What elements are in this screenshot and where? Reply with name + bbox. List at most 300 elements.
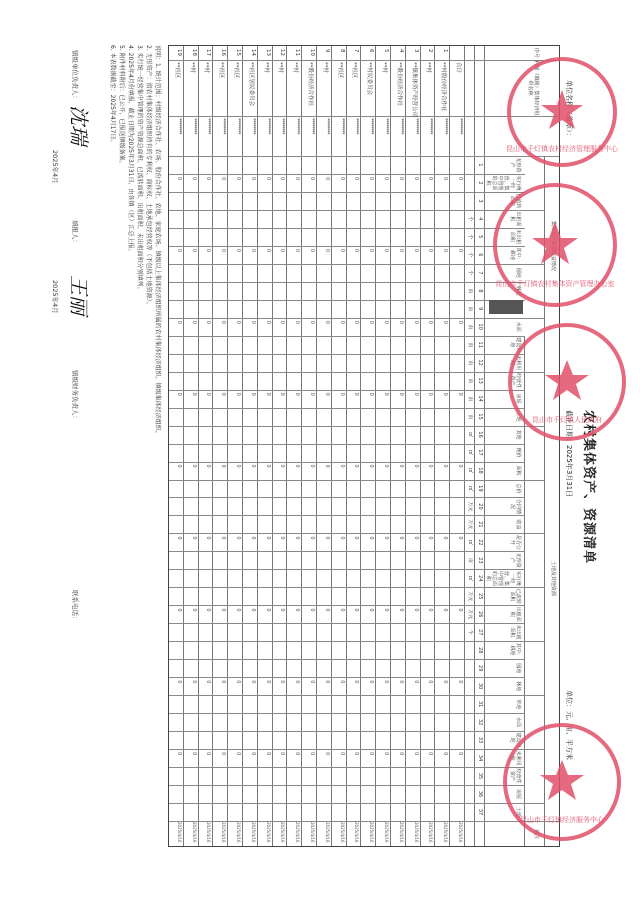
table-col-line	[169, 426, 545, 427]
header-column: 出租面积	[509, 211, 521, 227]
row-cell-value: 0	[249, 464, 256, 468]
col-number: 3	[477, 199, 483, 203]
col-number: 12	[477, 359, 483, 366]
col-number: 37	[477, 808, 483, 816]
row-seq: 3	[412, 49, 419, 53]
row-cell-value: 0	[175, 536, 182, 540]
date-label: 截止日期：2025年3月31日	[565, 410, 573, 498]
row-cell-value: 0	[353, 608, 360, 612]
row-cell-value: 0	[338, 176, 345, 181]
row-dots: ********	[249, 118, 256, 134]
row-cell-value: 0	[338, 680, 345, 684]
col-number: 8	[477, 289, 483, 293]
col-unit: 亩	[467, 306, 473, 312]
col-unit: 个	[467, 252, 473, 258]
leader-label: 镇级单位负责人：	[71, 50, 79, 102]
col-number: 22	[477, 539, 483, 546]
row-cell-value: 0	[205, 392, 212, 396]
row-dots: ********	[383, 118, 389, 134]
table-hline	[474, 46, 475, 846]
row-org-name: **村股份经济合作社	[440, 62, 447, 112]
row-dots: ********	[220, 118, 227, 134]
row-cell-value: 0	[442, 176, 449, 181]
col-number: 9	[477, 307, 483, 311]
row-seq: 11	[294, 49, 301, 56]
table-col-line	[169, 210, 545, 211]
row-cell-value: 0	[175, 608, 182, 612]
row-cell-value: 0	[383, 752, 389, 756]
row-cell-value: 0	[397, 248, 404, 253]
row-org-name: **村	[203, 62, 210, 74]
row-cell-value: 0	[368, 608, 375, 612]
header-column: 已流转面积	[509, 588, 521, 604]
header-column: 园地	[515, 663, 521, 674]
header-org: 村级（镇级）集体经济组织名称	[527, 60, 539, 116]
unit-note: 单位：元、亩、平方米	[565, 690, 573, 760]
table-hline	[464, 46, 465, 846]
row-seq: 16	[220, 49, 227, 56]
header-column: 未出租面积	[509, 229, 521, 245]
row-cell-value: 0	[235, 680, 241, 684]
col-number: 34	[477, 754, 483, 762]
table-row-line	[390, 46, 391, 846]
row-cell-value: 0	[205, 176, 212, 181]
table-vline	[169, 116, 559, 117]
row-dots: ********	[368, 118, 375, 134]
row-cell-value: 0	[323, 608, 330, 612]
col-number: 5	[477, 235, 483, 239]
row-cell-value: 0	[442, 392, 449, 396]
row-cell-value: 0	[279, 680, 286, 684]
header-column: 经营性资产	[509, 373, 521, 389]
header-column: 面积	[515, 465, 521, 476]
row-org-name: **村民委员会	[366, 62, 373, 96]
table-row-line	[286, 46, 287, 846]
row-cell-value: 0	[383, 320, 389, 324]
row-cell-value: 0	[220, 176, 227, 181]
row-cell-value: 0	[353, 248, 360, 253]
col-number: 33	[477, 736, 483, 744]
table-row-line	[434, 46, 435, 846]
row-cell-value: 0	[457, 536, 463, 540]
row-cell-value: 0	[397, 752, 404, 756]
row-cell-value: 0	[279, 176, 286, 181]
row-cell-value: 0	[220, 464, 227, 468]
row-cell-value: 0	[383, 536, 389, 540]
row-cell-value: 0	[175, 320, 182, 324]
row-cell-value: 0	[220, 320, 227, 324]
row-cell-value: 0	[442, 248, 449, 253]
col-unit: 个	[467, 216, 473, 222]
row-remark: 2025/4/16	[265, 822, 271, 843]
row-seq: 4	[397, 49, 404, 53]
row-cell-value: 0	[457, 392, 463, 396]
header-column: 未利用地	[509, 355, 521, 371]
col-number: 1	[477, 163, 483, 167]
row-cell-value: 0	[175, 176, 182, 181]
row-cell-value: 0	[353, 680, 360, 684]
header-column: 实行统一经营、集中管理的总面积	[485, 175, 521, 191]
row-cell-value: 0	[442, 752, 449, 756]
seal-4-text: 昆山市千灯镇经济服务中心	[520, 816, 604, 824]
row-dots: ********	[338, 118, 345, 134]
seal-3-icon	[505, 320, 630, 445]
table-col-line	[169, 677, 525, 678]
row-cell-value: 0	[205, 536, 212, 540]
row-cell-value: 0	[190, 680, 197, 684]
table-row-line	[183, 46, 184, 846]
table-vline	[169, 60, 559, 61]
col-unit: 个	[467, 270, 473, 276]
row-cell-value: 0	[279, 392, 286, 396]
maker-signature: 王丽	[67, 275, 91, 315]
row-cell-value: 0	[309, 536, 315, 540]
row-remark: 2025/4/16	[221, 822, 227, 843]
row-remark: 2025/4/16	[324, 822, 330, 843]
col-number: 29	[477, 665, 483, 672]
row-org-name: **村	[262, 62, 269, 74]
row-cell-value: 0	[397, 320, 404, 324]
leader-signature: 沈瑞	[67, 105, 91, 145]
header-land-group: 土地及其他资源	[550, 560, 556, 596]
header-column: 其中：耕地	[509, 247, 521, 263]
seal-3-text: 昆山市千灯镇人民政府	[532, 416, 602, 424]
row-dots: ********	[190, 118, 197, 134]
table-row-line	[316, 46, 317, 846]
row-seq: 17	[205, 49, 212, 56]
row-cell-value: 0	[457, 752, 463, 756]
row-cell-value: 0	[205, 752, 212, 756]
row-cell-value: 0	[368, 392, 375, 396]
header-column: 总价	[515, 483, 521, 494]
row-cell-value: 0	[412, 752, 419, 756]
row-dots: ********	[457, 118, 463, 134]
row-cell-value: 0	[457, 248, 463, 253]
row-org-name: **股份经济合作社	[395, 62, 402, 107]
row-dots: ********	[427, 118, 434, 134]
phone-label: 联系电话：	[71, 590, 79, 623]
row-cell-value: 0	[249, 248, 256, 253]
row-dots: ********	[412, 118, 419, 134]
row-cell-value: 0	[249, 752, 256, 756]
col-unit: 亩	[467, 342, 473, 348]
row-cell-value: 0	[368, 320, 375, 324]
row-cell-value: 0	[220, 536, 227, 540]
table-col-line	[169, 713, 525, 714]
row-org-name: **社区	[233, 62, 239, 79]
row-cell-value: 0	[220, 392, 227, 396]
row-cell-value: 0	[190, 248, 197, 253]
row-seq: 5	[383, 49, 389, 53]
row-cell-value: 0	[264, 464, 271, 468]
row-dots: ********	[175, 118, 182, 134]
header-column: 园地	[515, 267, 521, 278]
table-col-line	[169, 533, 545, 534]
table-col-line	[169, 192, 525, 193]
row-seq: 18	[190, 49, 197, 56]
header-column: 已流转面积	[509, 193, 521, 209]
row-seq: 12	[279, 49, 286, 56]
row-cell-value: 0	[457, 320, 463, 324]
row-cell-value: 0	[442, 464, 449, 468]
row-cell-value: 0	[235, 320, 241, 324]
col-unit: 亩	[467, 557, 473, 563]
header-column: 无形资产	[509, 157, 521, 173]
row-dots: ********	[235, 118, 241, 134]
row-cell-value: 0	[220, 248, 227, 253]
row-org-name: **村	[292, 62, 299, 74]
row-cell-value: 0	[323, 248, 330, 253]
col-number: 35	[477, 772, 483, 780]
row-org-name: **村	[381, 62, 387, 74]
row-cell-value: 0	[442, 536, 449, 540]
note-line: 4. 2025年4月份填报，截止日期为2025年3月31日，由各镇（区）汇总上报。	[127, 45, 134, 255]
row-org-name: **村	[188, 62, 195, 74]
row-cell-value: 0	[235, 752, 241, 756]
row-cell-value: 0	[412, 464, 419, 468]
table-vline	[169, 156, 559, 157]
row-cell-value: 0	[338, 536, 345, 540]
header-seq: 序号	[533, 47, 539, 58]
row-remark: 2025/4/16	[384, 822, 389, 843]
header-column: 出租面积	[509, 606, 521, 622]
row-remark: 2025/4/16	[369, 822, 375, 843]
row-cell-value: 0	[175, 392, 182, 396]
row-cell-value: 0	[323, 680, 330, 684]
header-column: 建设用地	[509, 337, 521, 353]
row-cell-value: 0	[427, 680, 434, 684]
header-column: 其中：耕地	[509, 642, 521, 658]
seal-2-icon	[490, 180, 620, 310]
note-line: 3. 实行统一经营集中管理的资产资源总面积、已流转面积、出租面积、未出租面积分别填列。	[136, 45, 143, 293]
row-cell-value: 0	[294, 752, 301, 756]
row-seq: 10	[309, 49, 315, 56]
row-org-name: **社区居民委员会	[247, 62, 254, 107]
col-number: 14	[477, 395, 483, 402]
row-org-name: **社区	[336, 62, 343, 79]
row-cell-value: 0	[427, 320, 434, 324]
row-dots: ********	[264, 118, 271, 134]
row-cell-value: 0	[427, 176, 434, 181]
row-cell-value: 0	[323, 176, 330, 181]
row-org-name: **镇集体资产经营公司	[410, 62, 417, 118]
seal-4-icon	[500, 720, 625, 845]
row-cell-value: 0	[412, 608, 419, 612]
row-cell-value: 0	[397, 608, 404, 612]
col-unit: 亩	[467, 324, 473, 330]
header-column: 实行统一经营、集中管理的总面积	[485, 570, 521, 586]
row-cell-value: 0	[383, 176, 389, 181]
table-row-line	[301, 46, 302, 846]
header-column: 其他	[515, 429, 521, 440]
row-cell-value: 0	[309, 608, 315, 612]
row-cell-value: 0	[279, 536, 286, 540]
header-column: 未利用地	[509, 750, 521, 766]
row-cell-value: 0	[309, 176, 315, 181]
col-number: 24	[477, 575, 483, 582]
row-cell-value: 0	[235, 464, 241, 468]
col-number: 15	[477, 413, 483, 420]
row-seq: 6	[368, 49, 375, 53]
row-cell-value: 0	[235, 176, 241, 181]
col-unit: ㎡	[467, 468, 473, 474]
row-cell-value: 0	[412, 392, 419, 396]
row-cell-value: 0	[294, 464, 301, 468]
col-number: 6	[477, 253, 483, 257]
col-number: 27	[477, 629, 483, 636]
header-column: 林地	[515, 285, 521, 296]
col-unit: 亩	[467, 360, 473, 366]
reviewer-label: 镇级财务负责人：	[71, 370, 79, 422]
row-cell-value: 0	[249, 320, 256, 324]
row-org-name: **社区	[218, 62, 225, 79]
col-number: 17	[477, 449, 483, 456]
row-cell-value: 0	[368, 752, 375, 756]
table-row-line	[212, 46, 213, 846]
row-cell-value: 0	[279, 752, 286, 756]
seal-1-icon	[505, 55, 620, 170]
col-number: 26	[477, 611, 483, 618]
row-org-name: **村	[321, 62, 328, 74]
row-dots: ********	[353, 118, 360, 134]
row-remark: 2025/4/16	[280, 822, 286, 843]
row-cell-value: 0	[309, 464, 315, 468]
row-org-name: **社区	[173, 62, 180, 79]
col-unit: 亩	[467, 396, 473, 402]
col-number: 16	[477, 431, 483, 438]
row-cell-value: 0	[205, 464, 212, 468]
row-cell-value: 0	[427, 464, 434, 468]
row-seq: 13	[264, 49, 271, 56]
row-org-name: **村	[425, 62, 432, 74]
row-cell-value: 0	[294, 536, 301, 540]
row-cell-value: 0	[279, 464, 286, 468]
table-row-line	[375, 46, 376, 846]
row-cell-value: 0	[323, 392, 330, 396]
col-number: 19	[477, 485, 483, 492]
row-cell-value: 0	[264, 320, 271, 324]
col-number: 2	[477, 181, 483, 185]
row-org-name: 合计	[455, 62, 461, 74]
row-cell-value: 0	[190, 392, 197, 396]
seal-2-text: 昆山市千灯镇农村集体资产管理办公室	[495, 280, 615, 288]
row-cell-value: 0	[412, 320, 419, 324]
table-col-line	[169, 480, 545, 481]
row-seq: 1	[442, 49, 449, 53]
col-unit: 亩	[467, 414, 473, 420]
table-col-line	[169, 174, 525, 175]
table-col-line	[169, 641, 545, 642]
row-cell-value: 0	[249, 680, 256, 684]
row-remark: 2025/4/16	[339, 822, 345, 843]
row-seq: 9	[323, 49, 330, 53]
row-remark: 2025/4/16	[176, 822, 182, 843]
row-cell-value: 0	[264, 392, 271, 396]
row-cell-value: 0	[220, 752, 227, 756]
col-number: 13	[477, 377, 483, 384]
row-cell-value: 0	[309, 248, 315, 253]
row-cell-value: 0	[190, 176, 197, 181]
row-cell-value: 0	[457, 176, 463, 181]
header-column: 建设用地	[509, 732, 521, 748]
row-cell-value: 0	[353, 752, 360, 756]
col-unit: 万元	[467, 519, 473, 530]
header-column: 未出租面积	[509, 624, 521, 640]
row-cell-value: 0	[412, 248, 419, 253]
header-column: 房屋	[515, 789, 521, 800]
row-cell-value: 0	[323, 320, 330, 324]
row-cell-value: 0	[190, 464, 197, 468]
table-col-line	[169, 749, 545, 750]
table-col-line	[169, 695, 545, 696]
row-cell-value: 0	[397, 536, 404, 540]
col-unit: ㎡	[467, 432, 473, 438]
col-unit: 万元	[467, 609, 473, 620]
row-cell-value: 0	[190, 320, 197, 324]
row-cell-value: 0	[309, 752, 315, 756]
row-cell-value: 0	[457, 608, 463, 612]
row-cell-value: 0	[427, 392, 434, 396]
row-cell-value: 0	[427, 536, 434, 540]
table-hline	[484, 46, 485, 846]
maker-label: 填报人：	[71, 220, 79, 246]
header-remark: 备注	[533, 828, 539, 839]
row-dots: ********	[309, 118, 315, 134]
col-number: 21	[477, 521, 483, 528]
row-seq: 2	[427, 49, 434, 53]
row-cell-value: 0	[205, 320, 212, 324]
row-cell-value: 0	[264, 608, 271, 612]
note-line: 6. 本表数据截至：2025年4月17日。	[109, 45, 116, 146]
row-cell-value: 0	[412, 536, 419, 540]
row-cell-value: 0	[264, 680, 271, 684]
row-cell-value: 0	[249, 176, 256, 181]
row-remark: 2025/4/16	[458, 822, 463, 843]
table-col-line	[169, 785, 525, 786]
row-cell-value: 0	[383, 464, 389, 468]
col-unit: 个	[467, 234, 473, 240]
table-row-line	[346, 46, 347, 846]
seal-1-text: 昆山市千灯镇农村经济管理服务中心	[506, 145, 618, 153]
note-line: 说明：1. 统计范围：村级经济合作社、农场、股份合作社、农地、家庭农场、镇级以上集体经济组织所属的农村集体经济组织、镇级集体经济组织。	[154, 45, 161, 437]
row-cell-value: 0	[264, 248, 271, 253]
col-number: 31	[477, 700, 483, 708]
row-cell-value: 0	[442, 608, 449, 612]
row-cell-value: 0	[235, 248, 241, 253]
row-cell-value: 0	[205, 680, 212, 684]
row-cell-value: 0	[294, 608, 301, 612]
row-cell-value: 0	[294, 176, 301, 181]
row-cell-value: 0	[235, 608, 241, 612]
table-col-line	[169, 767, 525, 768]
col-unit: 亩	[467, 288, 473, 294]
col-unit: 亩	[467, 378, 473, 384]
row-cell-value: 0	[190, 752, 197, 756]
header-column: 土地	[515, 806, 521, 817]
row-cell-value: 0	[383, 392, 389, 396]
row-cell-value: 0	[457, 464, 463, 468]
row-cell-value: 0	[323, 464, 330, 468]
row-cell-value: 0	[383, 680, 389, 684]
col-number: 18	[477, 467, 483, 474]
row-cell-value: 0	[235, 392, 241, 396]
table-col-line	[169, 264, 545, 265]
row-org-name: **社区	[351, 62, 358, 79]
header-column: 无形资产	[509, 552, 521, 568]
row-cell-value: 0	[279, 248, 286, 253]
row-cell-value: 0	[353, 320, 360, 324]
row-cell-value: 0	[264, 176, 271, 181]
